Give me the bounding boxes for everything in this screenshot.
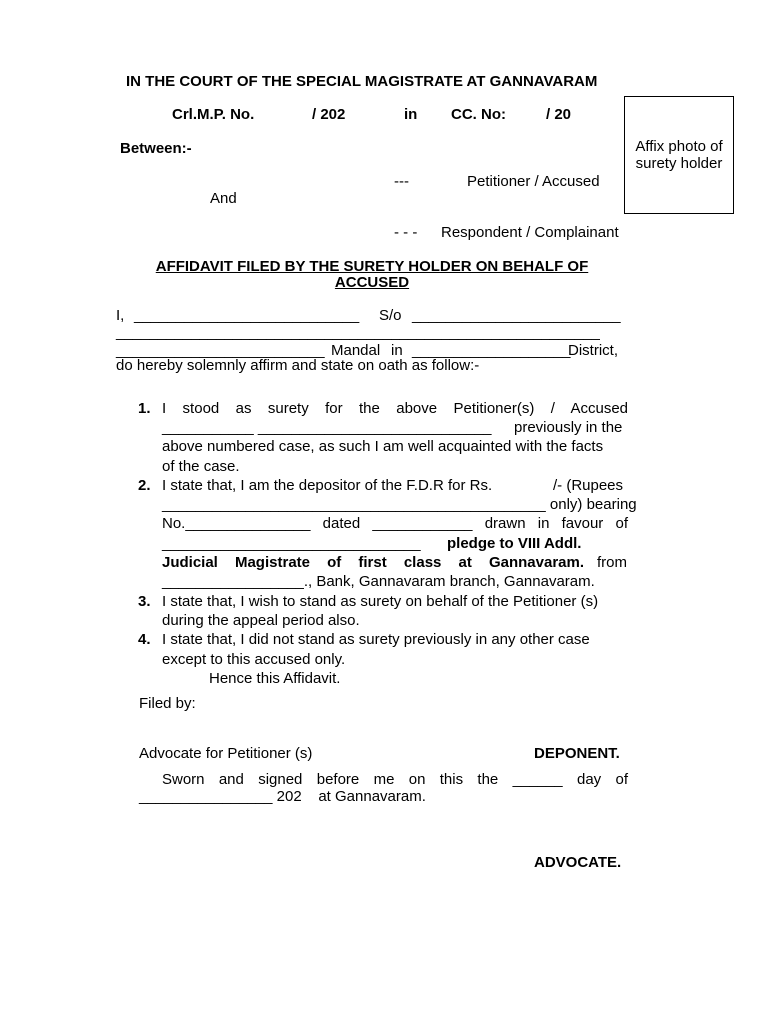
item-1-number: 1. [138, 400, 151, 417]
between-label: Between:- [120, 140, 192, 157]
intro-blank-father: _________________________ [412, 307, 621, 324]
affidavit-title-line2: ACCUSED [334, 274, 410, 291]
item-1-line4: of the case. [162, 458, 240, 475]
and-label: And [210, 190, 237, 207]
item-3-line1: I state that, I wish to stand as surety on behalf of the Petitioner (s) [162, 593, 599, 610]
item-1-line1: I stood as surety for the above Petitioner(s) / Accused [162, 400, 628, 417]
intro-affirm: do hereby solemnly affirm and state on oath as follow:- [116, 357, 480, 374]
respondent-label: Respondent / Complainant [441, 224, 619, 241]
intro-blank-district: ___________________ [412, 342, 571, 359]
petitioner-label: Petitioner / Accused [467, 173, 600, 190]
intro-so-label: S/o [379, 307, 402, 324]
filed-by-label: Filed by: [139, 695, 196, 712]
item-4-line2: except to this accused only. [162, 651, 346, 668]
intro-blank-mandal: _________________________ [116, 342, 325, 359]
photo-box [624, 96, 734, 214]
petitioner-dash: --- [394, 173, 409, 190]
item-2-number: 2. [138, 477, 151, 494]
case-in-label: in [404, 106, 418, 123]
item-2-line1: I state that, I am the depositor of the F.D.R for Rs. [162, 477, 493, 494]
item-2-line3: No._______________ dated ____________ drawn in favour of [162, 515, 628, 532]
item-1-line3: above numbered case, as such I am well acquainted with the facts [162, 438, 604, 455]
hence-text: Hence this Affidavit. [209, 670, 341, 687]
sworn-line1: Sworn and signed before me on this the ______ day of [162, 771, 628, 788]
item-3-number: 3. [138, 593, 151, 610]
intro-i-label: I, [116, 307, 125, 324]
item-2-line5-end: from [597, 554, 627, 571]
item-3-line2: during the appeal period also. [162, 612, 360, 629]
item-2-line5-bold: Judicial Magistrate of first class at Gannavaram. [162, 554, 584, 571]
item-2-line6: _________________., Bank, Gannavaram branch, Gannavaram. [162, 573, 595, 590]
item-2-line4-bold: pledge to VIII Addl. [447, 535, 582, 552]
item-2-line2: ______________________________________________ only) bearing [162, 496, 637, 513]
item-2-line4-blank: _______________________________ [162, 535, 421, 552]
respondent-dash: - - - [394, 224, 418, 241]
intro-in-label: in [391, 342, 403, 359]
intro-blank-name: ___________________________ [134, 307, 360, 324]
item-1-line2-text: previously in the [514, 419, 623, 436]
affidavit-title-line1: AFFIDAVIT FILED BY THE SURETY HOLDER ON BEHALF OF [155, 258, 589, 275]
photo-box-line2: surety holder [635, 155, 723, 172]
crl-mp-year: / 202 [312, 106, 346, 123]
item-1-line2-blank: ___________ ____________________________ [162, 419, 492, 436]
intro-mandal-label: Mandal [331, 342, 381, 359]
sworn-line2: ________________ 202 at Gannavaram. [139, 788, 426, 805]
cc-label: CC. No: [451, 106, 506, 123]
advocate-signature-label: ADVOCATE. [534, 854, 622, 871]
court-heading: IN THE COURT OF THE SPECIAL MAGISTRATE AT GANNAVARAM [126, 73, 598, 90]
advocate-for-petitioner: Advocate for Petitioner (s) [139, 745, 313, 762]
crl-mp-label: Crl.M.P. No. [172, 106, 255, 123]
cc-year: / 20 [546, 106, 572, 123]
intro-blank-line2: __________________________________________________________ [116, 324, 600, 341]
deponent-label: DEPONENT. [534, 745, 620, 762]
intro-district-label: District, [568, 342, 618, 359]
item-4-line1: I state that, I did not stand as surety previously in any other case [162, 631, 590, 648]
photo-box-line1: Affix photo of [635, 138, 723, 155]
item-4-number: 4. [138, 631, 151, 648]
item-2-line1-end: /- (Rupees [553, 477, 624, 494]
